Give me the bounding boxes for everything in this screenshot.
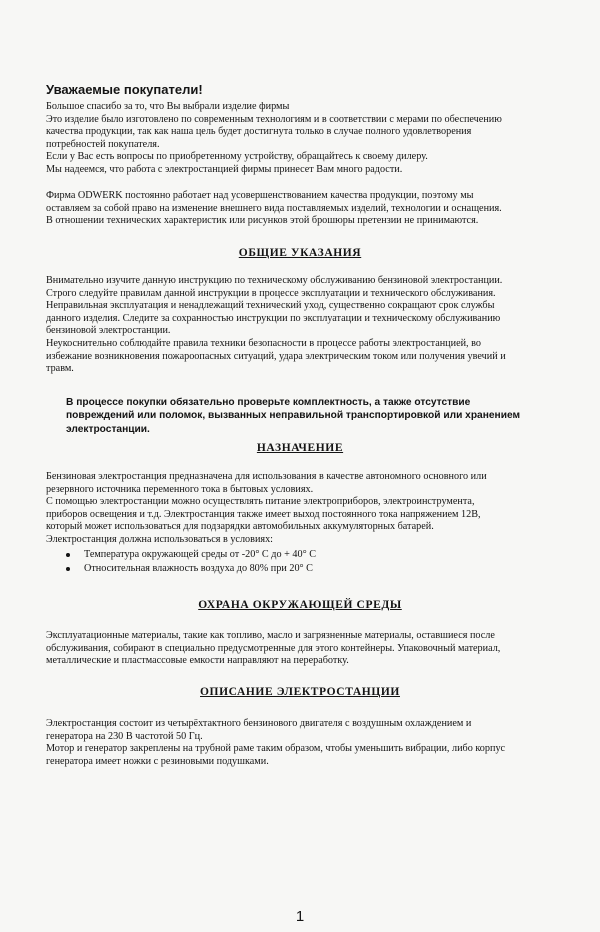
inspection-notice (66, 396, 586, 436)
text-line: данного изделия. Следите за сохранностью инструкции по эксплуатации и техническому обслуживанию (46, 312, 501, 324)
section-heading-description: ОПИСАНИЕ ЭЛЕКТРОСТАНЦИИ (200, 686, 400, 698)
text-line: Это изделие было изготовлено по современным технологиям и в соответствии с мерами по обеспечению (46, 113, 502, 125)
text-line: повреждений или поломок, вызванных неправильной транспортировкой или хранением (66, 410, 521, 422)
text-line: В отношении технических характеристик или рисунков этой брошюры претензии не принимаются. (46, 215, 479, 227)
text-line: электростанции. (66, 423, 150, 435)
section-heading-environment: ОХРАНА ОКРУЖАЮЩЕЙ СРЕДЫ (198, 599, 402, 611)
text-line: который может использоваться для подзарядки автомобильных аккумуляторных батарей. (46, 521, 434, 533)
section-heading-purpose: НАЗНАЧЕНИЕ (256, 442, 344, 454)
text-line: Большое спасибо за то, что Вы выбрали изделие фирмы (46, 101, 290, 112)
text-line: Внимательно изучите данную инструкцию по техническому обслуживанию бензиновой электростанции. (46, 275, 503, 286)
text-line: Неукоснительно соблюдайте правила техники безопасности в процессе работы электростанцией, во (46, 337, 481, 349)
text-line: Электростанция должна использоваться в условиях: (46, 533, 274, 545)
text-line: Если у Вас есть вопросы по приобретенному устройству, обращайтесь к своему дилеру. (46, 151, 428, 163)
text-line: избежание возникновения пожароопасных ситуаций, удара электрическим током или получения увечий и (46, 350, 506, 362)
text-line: обслуживания, собирают в специально предусмотренные для этого контейнеры. Упаковочный материал, (46, 642, 501, 654)
text-line: качества продукции, так как наша цель будет достигнута только в случае полного удовлетворения (46, 126, 472, 138)
company-paragraph (46, 190, 566, 228)
intro-paragraph (46, 101, 566, 177)
list-item: Относительная влажность воздуха до 80% при 20° С (66, 562, 316, 576)
text-line: Неправильная эксплуатация и ненадлежащий технический уход, существенно сокращают срок службы (46, 300, 495, 312)
text-line: Мотор и генератор закреплены на трубной раме таким образом, чтобы уменьшить вибрации, либо корпус (46, 743, 506, 755)
text-line: приборов освещения и т.д. Электростанция также имеет выход постоянного тока напряжением 12В, (46, 508, 481, 520)
text-line: металлические и пластмассовые емкости направляют на переработку. (46, 655, 349, 667)
environment-paragraph (46, 630, 566, 668)
text-line: оставляем за собой право на изменение внешнего вида поставляемых изделий, технологии и оснащения. (46, 202, 502, 214)
text-line: генератора имеет ножки с резиновыми подушками. (46, 755, 269, 767)
list-item: Температура окружающей среды от -20° С до + 40° С (66, 548, 316, 562)
text-line: Фирма ODWERK постоянно работает над усовершенствованием качества продукции, поэтому мы (46, 190, 474, 201)
text-line: генератора на 230 В частотой 50 Гц. (46, 730, 203, 742)
description-paragraph (46, 718, 566, 768)
text-line: потребностей покупателя. (46, 138, 160, 150)
text-line: Мы надеемся, что работа с электростанцией фирмы принесет Вам много радости. (46, 163, 403, 175)
text-line: С помощью электростанции можно осуществлять питание электроприборов, электроинструмента, (46, 496, 475, 508)
purpose-paragraph (46, 471, 566, 547)
page-number: 1 (295, 908, 305, 925)
text-line: Электростанция состоит из четырёхтактного бензинового двигателя с воздушным охлаждением и (46, 718, 472, 729)
text-line: В процессе покупки обязательно проверьте комплектность, а также отсутствие (66, 397, 471, 408)
general-paragraph (46, 275, 566, 376)
section-heading-general: ОБЩИЕ УКАЗАНИЯ (238, 247, 362, 259)
text-line: Эксплуатационные материалы, такие как топливо, масло и загрязненные материалы, оставшиеся после (46, 630, 495, 641)
text-line: бензиновой электростанции. (46, 325, 171, 337)
text-line: Строго следуйте правилам данной инструкции в процессе эксплуатации и технического обслуживания. (46, 287, 496, 299)
text-line: травм. (46, 363, 74, 375)
greeting-heading: Уважаемые покупатели! (46, 82, 203, 97)
conditions-list (66, 548, 316, 576)
text-line: резервного источника переменного тока в бытовых условиях. (46, 483, 314, 495)
text-line: Бензиновая электростанция предназначена для использования в качестве автономного основного или (46, 471, 487, 482)
